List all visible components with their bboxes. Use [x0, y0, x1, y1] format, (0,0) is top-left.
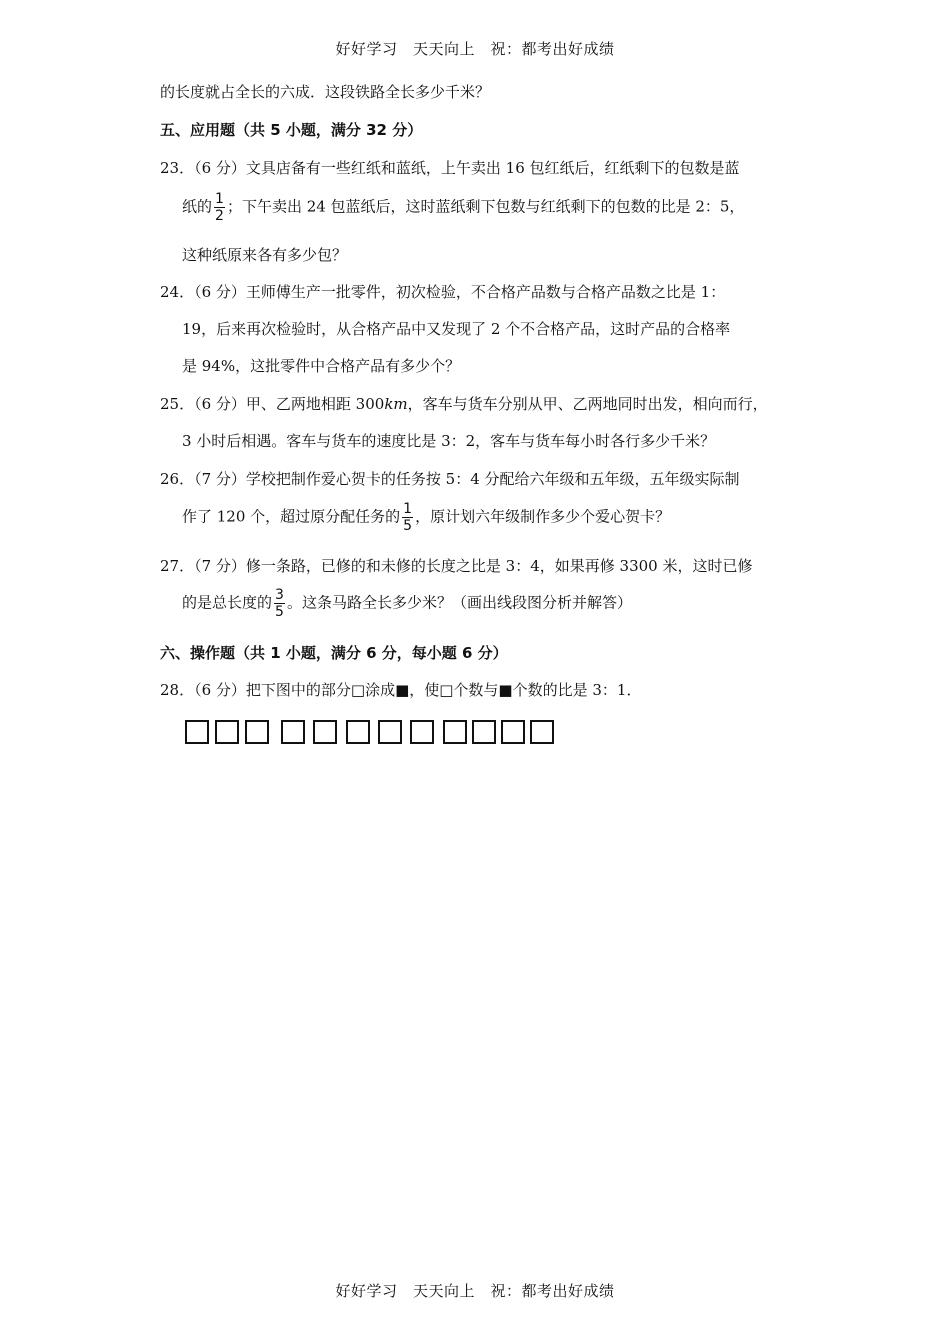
q24-line3: 是 94%，这批零件中合格产品有多少个？	[182, 357, 461, 375]
q26-line1: 26．（7 分）学校把制作爱心贺卡的任务按 5：4 分配给六年级和五年级，五年级实际制	[160, 470, 740, 488]
square-box[interactable]	[215, 720, 239, 744]
q26-frac-den: 5	[403, 518, 413, 534]
q25-line1-b: ，客车与货车分别从甲、乙两地同时出发，相向而行，	[407, 395, 768, 413]
q23-frac-num: 1	[215, 191, 224, 207]
q27-fraction	[274, 588, 285, 619]
q28-line1: 28．（6 分）把下图中的部分□涂成■，使□个数与■个数的比是 3：1．	[160, 681, 642, 699]
q23-line3: 这种纸原来各有多少包？	[182, 246, 348, 264]
q26-frac-num: 1	[403, 501, 413, 517]
page-header: 好好学习 天天向上 祝：都考出好成绩	[335, 40, 615, 58]
q27-line2	[182, 588, 632, 619]
continuation-text: 的长度就占全长的六成．这段铁路全长多少千米？	[160, 83, 491, 101]
q25-line2: 3 小时后相遇。客车与货车的速度比是 3：2，客车与货车每小时各行多少千米？	[182, 432, 716, 450]
square-box[interactable]	[281, 720, 305, 744]
square-box[interactable]	[346, 720, 370, 744]
q25-unit: km	[384, 395, 408, 413]
square-box[interactable]	[245, 720, 269, 744]
page-footer: 好好学习 天天向上 祝：都考出好成绩	[335, 1282, 615, 1300]
q23-line2-b: ；下午卖出 24 包蓝纸后，这时蓝纸剩下包数与红纸剩下的包数的比是 2：5，	[226, 197, 745, 216]
q26-line2-a: 作了 120 个，超过原分配任务的	[182, 507, 401, 526]
square-box[interactable]	[185, 720, 209, 744]
square-box[interactable]	[530, 720, 554, 744]
q25-line1	[160, 393, 768, 414]
q26-line2-b: ，原计划六年级制作多少个爱心贺卡？	[415, 507, 671, 526]
square-box[interactable]	[378, 720, 402, 744]
q23-line2-a: 纸的	[182, 197, 213, 216]
q27-line2-b: 。这条马路全长多少米？（画出线段图分析并解答）	[286, 593, 632, 612]
q23-frac-den: 2	[215, 208, 224, 224]
q24-line1: 24．（6 分）王师傅生产一批零件，初次检验，不合格产品数与合格产品数之比是 1：	[160, 283, 726, 301]
q23-line2	[182, 192, 744, 223]
square-box[interactable]	[501, 720, 525, 744]
square-box[interactable]	[472, 720, 496, 744]
square-box[interactable]	[443, 720, 467, 744]
section6-title: 六、操作题（共 1 小题，满分 6 分，每小题 6 分）	[160, 644, 508, 662]
q27-line1: 27．（7 分）修一条路，已修的和未修的长度之比是 3：4，如果再修 3300 米，这时已修	[160, 557, 753, 575]
q27-line2-a: 的是总长度的	[182, 593, 273, 612]
q26-fraction	[402, 502, 413, 533]
q27-frac-num: 3	[275, 587, 284, 603]
square-box[interactable]	[410, 720, 434, 744]
q23-fraction	[214, 192, 225, 223]
section5-title: 五、应用题（共 5 小题，满分 32 分）	[160, 121, 423, 139]
q26-line2	[182, 502, 670, 533]
q24-line2: 19，后来再次检验时，从合格产品中又发现了 2 个不合格产品，这时产品的合格率	[182, 320, 731, 338]
q23-line1: 23．（6 分）文具店备有一些红纸和蓝纸，上午卖出 16 包红纸后，红纸剩下的包数是蓝	[160, 159, 740, 177]
q25-line1-a: 25．（6 分）甲、乙两地相距 300	[160, 395, 385, 413]
q27-frac-den: 5	[275, 604, 284, 620]
square-box[interactable]	[313, 720, 337, 744]
